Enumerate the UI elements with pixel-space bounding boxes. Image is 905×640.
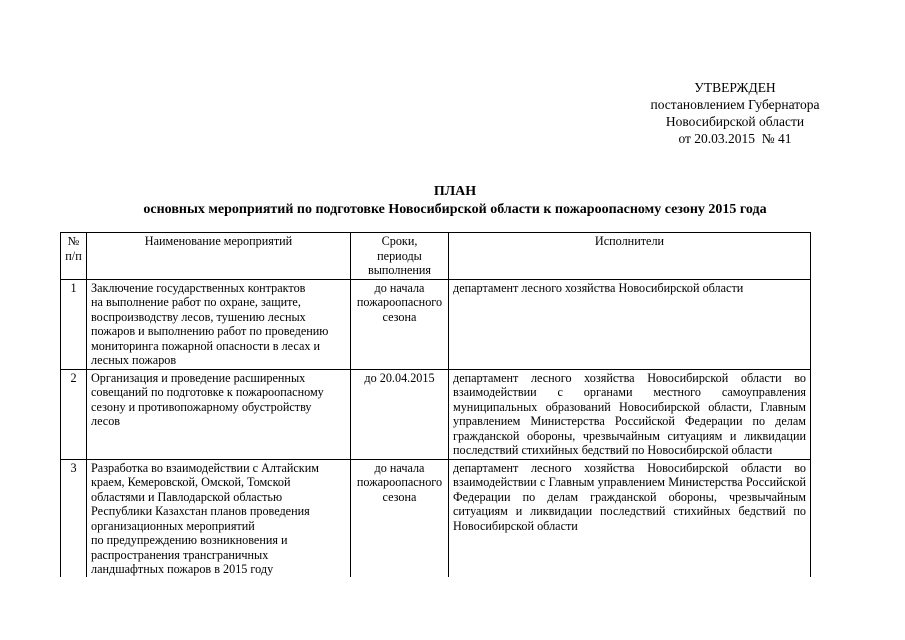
row-executors: департамент лесного хозяйства Новосибирской области во взаимодействии с Главным управлением Министерства Российской Федерации по делам гражданской обороны, чрезвычайным ситуациям и ликвидации последствий стихийных бедствий по Новосибирской области xyxy=(449,459,811,578)
row-deadline: до начала пожароопасного сезона xyxy=(351,279,449,369)
approval-decree-line: постановлением Губернатора xyxy=(650,97,820,112)
header-executors: Исполнители xyxy=(449,233,811,280)
document-title-block xyxy=(60,183,850,219)
header-number: № п/п xyxy=(61,233,87,280)
header-deadline: Сроки, периоды выполнения xyxy=(351,233,449,280)
table-row xyxy=(61,369,811,459)
row-number: 1 xyxy=(61,279,87,369)
row-deadline: до начала пожароопасного сезона xyxy=(351,459,449,578)
row-activity-name: Заключение государственных контрактов на выполнение работ по охране, защите, воспроизводству лесов, тушению лесных пожаров и выполнению работ по проведению мониторинга пожарной опасности в лесах и лесных пожаров xyxy=(87,279,351,369)
table-row xyxy=(61,459,811,578)
approval-stamp xyxy=(600,79,870,147)
header-activity-name: Наименование мероприятий xyxy=(87,233,351,280)
row-deadline: до 20.04.2015 xyxy=(351,369,449,459)
document-subtitle: основных мероприятий по подготовке Новосибирской области к пожароопасному сезону 2015 года xyxy=(143,202,767,217)
page-cutoff xyxy=(0,577,905,640)
row-number: 3 xyxy=(61,459,87,578)
approval-region-line: Новосибирской области xyxy=(665,114,805,129)
row-activity-name: Организация и проведение расширенных совещаний по подготовке к пожароопасному сезону и противопожарному обустройству лесов xyxy=(87,369,351,459)
approval-heading: УТВЕРЖДЕН xyxy=(694,80,776,95)
table-header-row xyxy=(61,233,811,280)
row-number: 2 xyxy=(61,369,87,459)
row-executors: департамент лесного хозяйства Новосибирской области во взаимодействии с органами местного самоуправления муниципальных образований Новосибирской области, Главным управлением Министерства Российской Федерации по делам гражданской обороны, чрезвычайным ситуациям и ликвидации последствий стихийных бедствий по Новосибирской области xyxy=(449,369,811,459)
row-activity-name: Разработка во взаимодействии с Алтайским краем, Кемеровской, Омской, Томской областями и Павлодарской областью Республики Казахстан планов проведения организационных мероприятий по предупреждению возникновения и распространения трансграничных ландшафтных пожаров в 2015 году xyxy=(87,459,351,578)
table-row xyxy=(61,279,811,369)
row-executors: департамент лесного хозяйства Новосибирской области xyxy=(449,279,811,369)
approval-date-line: от 20.03.2015 № 41 xyxy=(678,131,792,146)
plan-table xyxy=(60,232,811,579)
document-title: ПЛАН xyxy=(433,184,477,199)
